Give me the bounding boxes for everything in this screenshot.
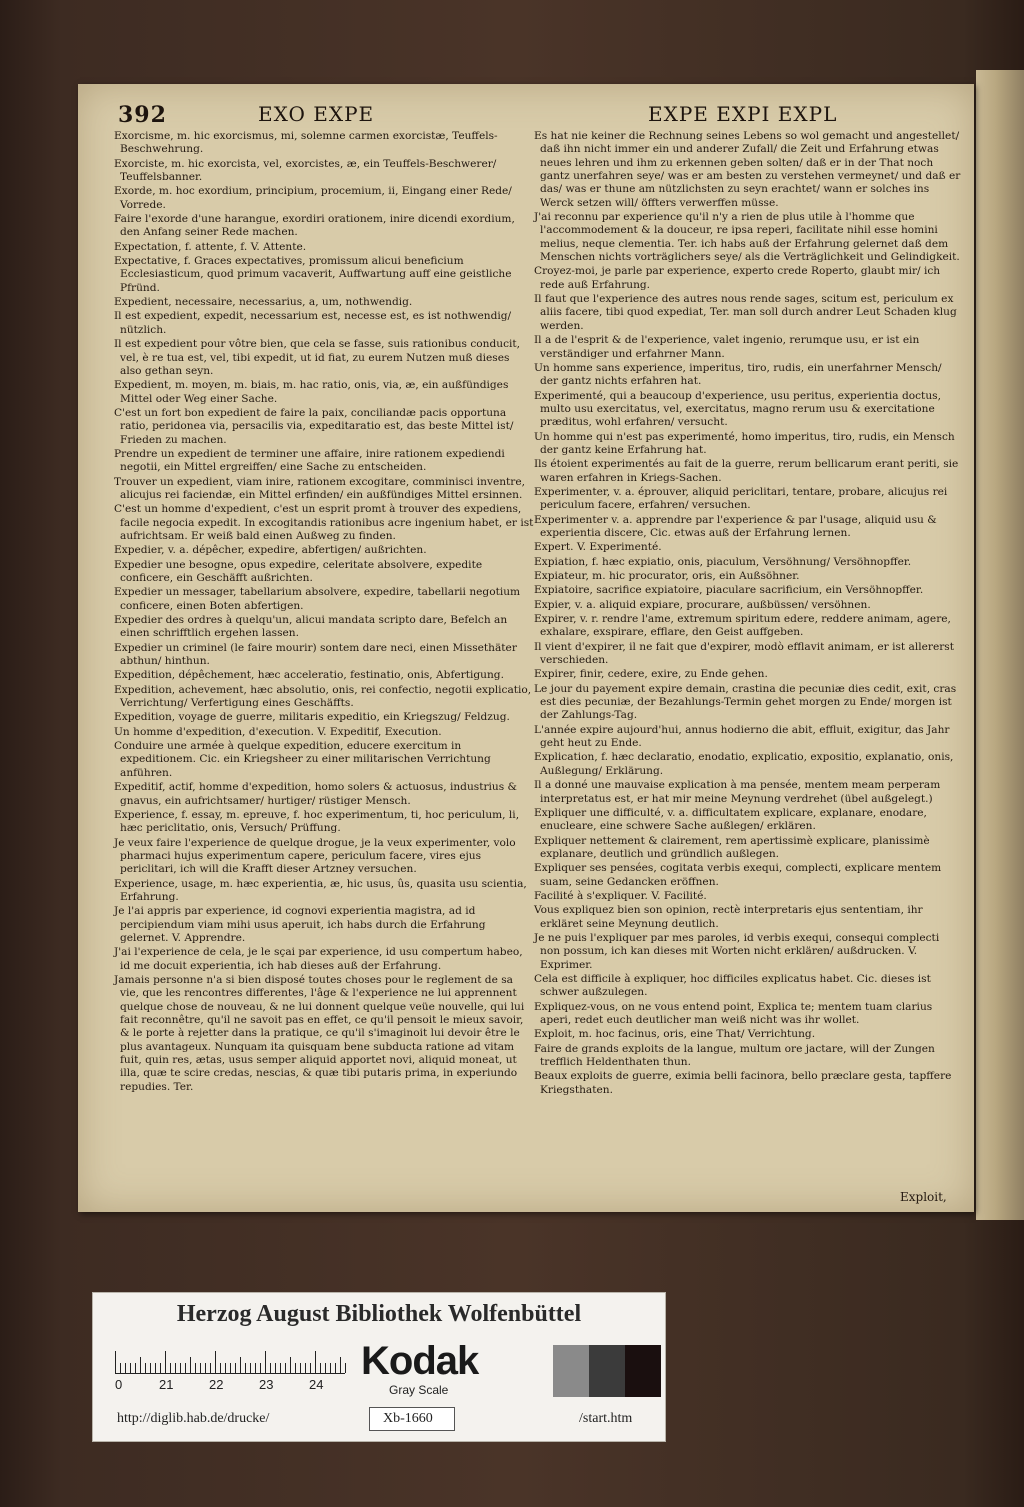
ruler-tick [240,1357,241,1373]
ruler-label: 21 [159,1377,174,1392]
ruler-tick [155,1363,156,1373]
dictionary-entry: Je ne puis l'expliquer par mes paroles, id verbis exequi, consequi complecti non possum, ich kan dieses mit Worten nicht erklären/ außdrucken. V. Exprimer. [534,931,940,971]
dictionary-entry: Exorciste, m. hic exorcista, vel, exorcistes, æ, ein Teuffels-Beschwerer/ Teuffelsbanner. [114,157,497,184]
dictionary-entry: Expliquez-vous, on ne vous entend point, Explica te; mentem tuam clarius aperi, redet euch deutlicher man weiß nicht was ihr wollet. [534,1000,933,1026]
ruler-tick [245,1363,246,1373]
ruler-tick [320,1363,321,1373]
catchword: Exploit, [900,1190,947,1204]
dictionary-entry: Un homme sans experience, imperitus, tiro, rudis, ein unerfahrner Mensch/ der gantz nichts erfahren hat. [534,361,942,388]
dictionary-entry: C'est un fort bon expedient de faire la paix, conciliandæ pacis opportuna ratio, peridonea via, persacilis via, expeditaratio est, das beste Mittel ist/ Frieden zu machen. [114,406,514,446]
dictionary-entry: L'année expire aujourd'hui, annus hodierno die abit, effluit, exigitur, das Jahr geht heut zu Ende. [534,723,950,750]
ruler-tick [215,1351,216,1373]
facing-page-edge [976,70,1024,1220]
ruler-tick [200,1363,201,1373]
dictionary-entry: Expedition, voyage de guerre, militaris expeditio, ein Kriegszug/ Feldzug. [114,711,510,724]
dictionary-entry: Il a donné une mauvaise explication à ma pensée, mentem meam perperam interpretatus est, er hat mir meine Meynung verdrehet (übel außgelegt.) [534,779,941,805]
dictionary-entry: Explication, f. hæc declaratio, enodatio, explicatio, expositio, explanatio, onis, Außlegung/ Erklärung. [534,751,954,777]
dictionary-entry: Expedient, necessaire, necessarius, a, um, nothwendig. [114,296,413,309]
dictionary-entry: Expliquer ses pensées, cogitata verbis exequi, complecti, explicare mentem suam, seine Gedancken eröffnen. [534,862,942,888]
dictionary-entry: Expliquer nettement & clairement, rem apertissimè explicare, planissimè explanare, deutlich und gründlich außlegen. [534,834,930,860]
dictionary-entry: Experimenter, v. a. éprouver, aliquid periclitari, tentare, probare, alicujus rei periculum facere, erfahren/ versuchen. [534,485,948,512]
left-column [114,130,534,1095]
ruler-tick [325,1363,326,1373]
ruler-tick [195,1363,196,1373]
ruler-label: 23 [259,1377,274,1392]
ruler-tick [235,1363,236,1373]
dictionary-entry: Beaux exploits de guerre, eximia belli facinora, bello præclare gesta, tapffere Kriegsthaten. [534,1070,952,1096]
library-title: Herzog August Bibliothek Wolfenbüttel [176,1301,582,1327]
dictionary-entry: Expeditif, actif, homme d'expedition, homo solers & actuosus, industrius & gnavus, ein aufrichtsamer/ hurtiger/ rüstiger Mensch. [114,781,517,807]
dictionary-entry: Je l'ai appris par experience, id cognovi experientia magistra, ad id percipiendum viam mihi usus aperuit, ich habs durch die Erfahrung gelernet. V. Apprendre. [114,905,486,944]
kodak-logo: Kodak [361,1339,479,1383]
ruler-tick [225,1363,226,1373]
ruler-tick [220,1363,221,1373]
dictionary-entry: Expier, v. a. aliquid expiare, procurare, außbüssen/ versöhnen. [534,598,871,611]
dictionary-entry: J'ai reconnu par experience qu'il n'y a rien de plus utile à l'homme que l'accommodement & la douceur, re ipsa reperi, facilitate nihil esse homini melius, neque clementia. Ter. ich habs auß der Erfahrung gelernet daß dem Menschen nichts vorträglichers seye/ als die Verträglichkeit und Gelindigkeit. [534,211,960,264]
ruler-tick [250,1363,251,1373]
ruler-tick [315,1351,316,1373]
dictionary-entry: Es hat nie keiner die Rechnung seines Lebens so wol gemacht und angestellet/ daß ihn nicht immer ein und anderer Zufall/ die Zeit und Erfahrung etwas neues lehren und ihm zu erkennen geben solten/ daß er in der That noch gantz unerfahren seye/ was er am besten zu verstehen vermeynet/ und daß er das/ was er thune am nützlichsten zu seyn erachtet/ wann er solches ins Werck setzen will/ öffters verwerffen müsse. [534,130,961,209]
ruler-tick [280,1363,281,1373]
ruler-tick [330,1363,331,1373]
ruler-tick [170,1363,171,1373]
gray-patch [589,1345,625,1397]
dictionary-entry: Expectation, f. attente, f. V. Attente. [114,240,307,253]
ruler-tick [150,1363,151,1373]
dictionary-entry: Faire l'exorde d'une harangue, exordiri orationem, inire dicendi exordium, den Anfang seiner Rede machen. [114,213,515,239]
dictionary-entry: Expedition, achevement, hæc absolutio, onis, rei confectio, negotii explicatio, Verrichtung/ Verfertigung eines Geschäffts. [114,683,532,710]
dictionary-entry: Expedient, m. moyen, m. biais, m. hac ratio, onis, via, æ, ein außfündiges Mittel oder Weg einer Sache. [114,379,509,405]
dictionary-entry: Expirer, finir, cedere, exire, zu Ende gehen. [534,668,768,681]
dictionary-entry: Exploit, m. hoc facinus, oris, eine That/ Verrichtung. [534,1028,816,1041]
page-number: 392 [118,102,167,128]
dictionary-entry: C'est un homme d'expedient, c'est un esprit promt à trouver des expediens, facile negocia expedit. In excogitandis rationibus acre ingenium habet, er ist aufrichtsam. Er weiß bald einen Außweg zu finden. [114,503,534,542]
dictionary-entry: Le jour du payement expire demain, crastina die pecuniæ dies cedit, exit, cras est dies pecuniæ, der Bezahlungs-Termin gehet morgen zu Ende/ morgen ist der Zahlungs-Tag. [534,682,957,722]
ruler-tick [295,1363,296,1373]
dictionary-entry: Expedier, v. a. dépêcher, expedire, abfertigen/ außrichten. [114,544,427,557]
url-right: /start.htm [579,1411,633,1426]
dictionary-entry: Expedition, dépêchement, hæc acceleratio, festinatio, onis, Abfertigung. [114,669,504,682]
dictionary-entry: Cela est difficile à expliquer, hoc difficiles explicatus habet. Cic. dieses ist schwer außzulegen. [534,972,931,999]
dictionary-entry: Exorde, m. hoc exordium, principium, procemium, ii, Eingang einer Rede/ Vorrede. [114,185,512,211]
dictionary-entry: Faire de grands exploits de la langue, multum ore jactare, will der Zungen trefflich Heldenthaten thun. [534,1042,935,1069]
scale-ruler [115,1349,345,1374]
dictionary-entry: Il est expedient pour vôtre bien, que cela se fasse, suis rationibus conducit, vel, è re tua est, vel, tibi expedit, ut id fiat, zu eurem Nutzen muß dieses also gethan seyn. [114,338,521,377]
ruler-tick [290,1357,291,1373]
dictionary-entry: Expert. V. Experimenté. [534,541,662,554]
dictionary-entry: Il faut que l'experience des autres nous rende sages, scitum est, periculum ex aliis facere, tibi quod expediat, Ter. man soll durch andrer Leut Schaden klug werden. [534,293,957,332]
dictionary-entry: Croyez-moi, je parle par experience, experto crede Roperto, glaubt mir/ ich rede auß Erfahrung. [534,265,941,291]
ruler-tick [115,1351,116,1373]
ruler-tick [120,1363,121,1373]
dictionary-entry: Expedier une besogne, opus expedire, celeritate absolvere, expedite conficere, ein Geschäfft außrichten. [114,558,483,584]
dictionary-entry: Expiateur, m. hic procurator, oris, ein Außsöhner. [534,570,800,582]
dictionary-entry: Experience, usage, m. hæc experientia, æ, hic usus, ûs, quasita usu scientia, Erfahrung. [114,877,527,903]
ruler-tick [300,1363,301,1373]
dictionary-entry: Un homme qui n'est pas experimenté, homo imperitus, tiro, rudis, ein Mensch der gantz keine Erfahrung hat. [534,430,955,456]
dictionary-entry: Il a de l'esprit & de l'experience, valet ingenio, rerumque usu, er ist ein verständiger und erfahrner Mann. [534,334,920,360]
dictionary-entry: Expliquer une difficulté, v. a. difficultatem explicare, explanare, enodare, enucleare, eine schwere Sache außlegen/ erklären. [534,806,927,833]
dictionary-entry: Experimenter v. a. apprendre par l'experience & par l'usage, aliquid usu & experientia discere, Cic. etwas auß der Erfahrung lernen. [534,513,937,539]
gray-scale-label: Gray Scale [389,1383,449,1397]
ruler-tick [125,1363,126,1373]
ruler-tick [190,1357,191,1373]
ruler-tick [345,1363,346,1373]
dictionary-entry: Expiation, f. hæc expiatio, onis, piaculum, Versöhnung/ Versöhnopffer. [534,555,912,568]
running-head-left: EXO EXPE [258,102,375,126]
signature-label: Xb-1660 [383,1411,433,1426]
ruler-tick [265,1351,266,1373]
ruler-tick [270,1363,271,1373]
ruler-tick [205,1363,206,1373]
ruler-tick [340,1357,341,1373]
ruler-tick [180,1363,181,1373]
color-target-bar [92,1292,666,1442]
ruler-label: 0 [115,1377,123,1392]
dictionary-entry: Expedier des ordres à quelqu'un, alicui mandata scripto dare, Befelch an einen schrifftlich ergehen lassen. [114,614,508,640]
ruler-tick [305,1363,306,1373]
ruler-tick [140,1357,141,1373]
dictionary-entry: Expedier un messager, tabellarium absolvere, expedire, tabellarii negotium conficere, einen Boten abfertigen. [114,586,521,612]
ruler-tick [130,1363,131,1373]
dictionary-entry: Facilité à s'expliquer. V. Facilité. [534,889,707,902]
dictionary-entry: Expedier un criminel (le faire mourir) sontem dare neci, einen Missethäter abthun/ hinthun. [114,641,517,668]
dictionary-entry: Je veux faire l'experience de quelque drogue, je la veux experimenter, volo pharmaci hujus experimentum capere, periculum facere, vires ejus periclitari, ich will die Krafft dieser Artzney versuchen. [114,836,516,876]
dictionary-entry: Experience, f. essay, m. epreuve, f. hoc experimentum, ti, hoc periculum, li, hæc periclitatio, onis, Versuch/ Prüffung. [114,808,520,835]
ruler-tick [135,1363,136,1373]
ruler-tick [335,1363,336,1373]
dictionary-entry: J'ai l'experience de cela, je le sçai par experience, id usu compertum habeo, id me docuit experientia, ich hab dieses auß der Erfahrung. [114,946,523,972]
dictionary-entry: Expiatoire, sacrifice expiatoire, piaculare sacrificium, ein Versöhnopffer. [534,584,924,597]
ruler-tick [275,1363,276,1373]
right-column [534,130,962,1098]
ruler-tick [185,1363,186,1373]
dictionary-entry: Expectative, f. Graces expectatives, promissum alicui beneficium Ecclesiasticum, quod primum vacaverit, Auffwartung auff eine geistliche Pfründ. [114,255,512,294]
ruler-label: 24 [309,1377,324,1392]
dictionary-entry: Prendre un expedient de terminer une affaire, inire rationem expediendi negotii, ein Mittel ergreiffen/ eine Sache zu entscheiden. [114,447,505,474]
dictionary-entry: Un homme d'expedition, d'execution. V. Expeditif, Execution. [114,725,442,738]
gray-patch [625,1345,661,1397]
dictionary-entry: Conduire une armée à quelque expedition, educere exercitum in expeditionem. Cic. ein Kriegsheer zu einer militarischen Verrichtung anführen. [114,740,491,779]
ruler-label: 22 [209,1377,224,1392]
dictionary-entry: Trouver un expedient, viam inire, rationem excogitare, comminisci inventre, alicujus rei faciendæ, ein Mittel erfinden/ ein außfündiges Mittel ersinnen. [114,475,525,501]
ruler-tick [165,1351,166,1373]
url-left: http://diglib.hab.de/drucke/ [117,1411,270,1426]
ruler-tick [160,1363,161,1373]
gray-patch [553,1345,589,1397]
dictionary-entry: Vous expliquez bien son opinion, rectè interpretaris ejus sententiam, ihr erkläret seine Meynung deutlich. [534,904,923,930]
dictionary-entry: Il est expedient, expedit, necessarium est, necesse est, es ist nothwendig/ nützlich. [114,310,512,336]
dictionary-entry: Il vient d'expirer, il ne fait que d'expirer, modò efflavit animam, er ist allererst verschieden. [534,640,954,667]
dictionary-entry: Experimenté, qui a beaucoup d'experience, usu peritus, experientia doctus, multo usu exercitatus, vel, exercitatus, magno rerum usu & exercitatione præditus, wohl erfahren/ versucht. [534,389,941,429]
dictionary-entry: Jamais personne n'a si bien disposé toutes choses pour le reglement de sa vie, que les rencontres differentes, l'âge & l'experience ne lui apprennent quelque chose de nouveau, & ne lui donnent quelque veüe nouvelle, qui lui fait reconnêtre, qu'il ne savoit pas en effet, ce qu'il pensoit le mieux savoir, & le porte à rejetter dans la pratique, ce qu'il s'imaginoit lui devoir être le plus avantageux. Nunquam ita quisquam bene subducta ratione ad vitam fuit, quin res, ætas, usus semper aliquid apportet novi, aliquid moneat, ut illa, quæ te scire credas, nescias, & quæ tibi putaris prima, in experiundo repudies. Ter. [114,973,525,1093]
dictionary-entry: Exorcisme, m. hic exorcismus, mi, solemne carmen exorcistæ, Teuffels-Beschwehrung. [114,130,498,156]
ruler-tick [285,1363,286,1373]
ruler-tick [145,1363,146,1373]
dictionary-entry: Ils étoient experimentés au fait de la guerre, rerum bellicarum erant periti, sie waren erfahren in Kriegs-Sachen. [534,458,959,484]
running-head-right: EXPE EXPI EXPL [648,102,838,126]
ruler-tick [310,1363,311,1373]
ruler-tick [255,1363,256,1373]
ruler-tick [260,1363,261,1373]
ruler-tick [230,1363,231,1373]
ruler-tick [210,1363,211,1373]
dictionary-entry: Expirer, v. r. rendre l'ame, extremum spiritum edere, reddere animam, agere, exhalare, exspirare, efflare, den Geist auffgeben. [534,613,951,639]
ruler-tick [175,1363,176,1373]
